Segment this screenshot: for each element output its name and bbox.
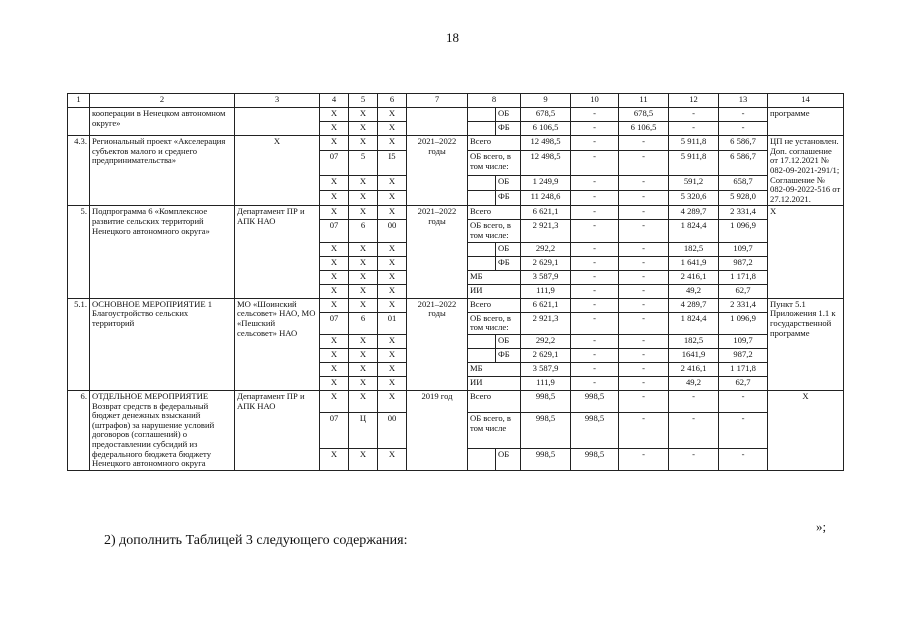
table-cell: X (378, 136, 407, 151)
executor: МО «Шоинский сельсовет» НАО, МО «Пешский сельсовет» НАО (235, 298, 320, 390)
funding-source: Всего (468, 298, 521, 312)
note: ЦП не установлен. Доп. соглашение от 17.12.2021 № 082-09-2021-291/1; Соглашение № 082-09-2022-516 от 27.12.2021. (768, 136, 844, 206)
item-name: ОСНОВНОЕ МЕРОПРИЯТИЕ 1 Благоустройство сельских территорий (90, 298, 235, 390)
funding-source: ОБ (496, 242, 521, 256)
funding-source: МБ (468, 362, 521, 376)
table-cell: 07 (320, 220, 349, 242)
table-cell: 00 (378, 413, 407, 448)
value-cell: 292,2 (521, 334, 571, 348)
closing-quote: »; (816, 519, 827, 534)
funding-source: ОБ (496, 175, 521, 190)
value-cell: 109,7 (719, 334, 768, 348)
value-cell: 2 629,1 (521, 256, 571, 270)
value-cell: - (669, 390, 719, 412)
value-cell: 5 928,0 (719, 191, 768, 206)
funding-source: ФБ (496, 256, 521, 270)
table-cell: X (378, 298, 407, 312)
table-cell: 07 (320, 413, 349, 448)
value-cell: 2 331,4 (719, 298, 768, 312)
table-row (68, 206, 844, 220)
table-cell-indent (468, 191, 496, 206)
value-cell: - (619, 413, 669, 448)
table-cell: X (349, 256, 378, 270)
table-row (68, 298, 844, 312)
value-cell: - (619, 175, 669, 190)
row-number: 4.3. (68, 136, 90, 206)
table-cell: 6 (349, 312, 378, 334)
table-cell: X (378, 334, 407, 348)
value-cell: 6 621,1 (521, 298, 571, 312)
value-cell: - (619, 151, 669, 175)
table-cell: X (349, 284, 378, 298)
value-cell: 4 289,7 (669, 206, 719, 220)
value-cell: - (571, 136, 619, 151)
item-name: Подпрограмма 6 «Комплексное развитие сельских территорий Ненецкого автономного округа» (90, 206, 235, 298)
note: Пункт 5.1 Приложения 1.1 к государственной программе (768, 298, 844, 390)
table-cell: X (378, 376, 407, 390)
value-cell: - (571, 175, 619, 190)
value-cell: 62,7 (719, 284, 768, 298)
table-cell-indent (468, 242, 496, 256)
value-cell: 2 331,4 (719, 206, 768, 220)
value-cell: - (619, 334, 669, 348)
table-cell: X (349, 376, 378, 390)
table-cell: X (349, 448, 378, 470)
value-cell: 998,5 (571, 413, 619, 448)
header-cell: 7 (407, 94, 468, 108)
value-cell: 1 824,4 (669, 312, 719, 334)
funding-source: ФБ (496, 348, 521, 362)
value-cell: 998,5 (521, 448, 571, 470)
value-cell: - (571, 334, 619, 348)
table-cell: X (320, 242, 349, 256)
table-cell: X (378, 348, 407, 362)
value-cell: 998,5 (521, 413, 571, 448)
value-cell: - (619, 136, 669, 151)
executor: Департамент ПР и АПК НАО (235, 390, 320, 470)
table-cell: X (320, 298, 349, 312)
table-cell-indent (468, 122, 496, 136)
table-cell: X (349, 390, 378, 412)
header-cell: 6 (378, 94, 407, 108)
row-number: 5.1. (68, 298, 90, 390)
header-cell: 10 (571, 94, 619, 108)
value-cell: 1 641,9 (669, 256, 719, 270)
table-row (68, 108, 844, 122)
value-cell: 678,5 (619, 108, 669, 122)
value-cell: 1641,9 (669, 348, 719, 362)
table-cell: X (320, 122, 349, 136)
table-cell: X (320, 256, 349, 270)
table-cell-indent (468, 175, 496, 190)
value-cell: - (719, 413, 768, 448)
value-cell: 5 911,8 (669, 151, 719, 175)
item-name: Региональный проект «Акселерация субъектов малого и среднего предпринимательства» (90, 136, 235, 206)
table-cell: X (349, 175, 378, 190)
table-cell: 01 (378, 312, 407, 334)
table-cell: X (349, 298, 378, 312)
table-cell: X (320, 348, 349, 362)
value-cell: - (571, 348, 619, 362)
years: 2021–2022 годы (407, 206, 468, 298)
value-cell: - (619, 362, 669, 376)
value-cell: 292,2 (521, 242, 571, 256)
value-cell: 987,2 (719, 348, 768, 362)
value-cell: - (669, 122, 719, 136)
value-cell: - (571, 376, 619, 390)
funding-source: МБ (468, 270, 521, 284)
value-cell: - (571, 270, 619, 284)
value-cell: - (619, 220, 669, 242)
header-cell: 12 (669, 94, 719, 108)
value-cell: 6 106,5 (619, 122, 669, 136)
table-cell: X (378, 362, 407, 376)
value-cell: 998,5 (521, 390, 571, 412)
funding-source: ОБ (496, 108, 521, 122)
years: 2021–2022 годы (407, 136, 468, 206)
table-cell: 00 (378, 220, 407, 242)
note: X (768, 390, 844, 470)
table-cell: X (320, 191, 349, 206)
executor (235, 108, 320, 136)
table-cell: X (349, 270, 378, 284)
header-cell: 8 (468, 94, 521, 108)
table-cell-indent (468, 256, 496, 270)
table-cell: X (378, 256, 407, 270)
value-cell: 11 248,6 (521, 191, 571, 206)
value-cell: - (571, 242, 619, 256)
table-cell: 07 (320, 312, 349, 334)
table-cell: X (320, 334, 349, 348)
table-cell: 07 (320, 151, 349, 175)
table-cell: X (349, 191, 378, 206)
value-cell: 4 289,7 (669, 298, 719, 312)
value-cell: - (619, 390, 669, 412)
value-cell: 6 586,7 (719, 151, 768, 175)
value-cell: 12 498,5 (521, 136, 571, 151)
table-cell: X (349, 108, 378, 122)
funding-source: Всего (468, 136, 521, 151)
value-cell: 3 587,9 (521, 362, 571, 376)
subsidy-table (67, 93, 844, 471)
value-cell: - (669, 108, 719, 122)
item-name: ОТДЕЛЬНОЕ МЕРОПРИЯТИЕ Возврат средств в федеральный бюджет денежных взысканий (штрафов) за нарушение условий договоров (соглашений) о предоставлении субсидий из федерального бюджета бюджету Ненецкого автономного округа (90, 390, 235, 470)
value-cell: - (719, 390, 768, 412)
header-cell: 4 (320, 94, 349, 108)
table-cell: X (320, 362, 349, 376)
table-cell: X (349, 242, 378, 256)
value-cell: 2 921,3 (521, 220, 571, 242)
footer-text: 2) дополнить Таблицей 3 следующего содержания: (104, 533, 408, 548)
value-cell: - (571, 108, 619, 122)
value-cell: 6 106,5 (521, 122, 571, 136)
value-cell: - (619, 284, 669, 298)
table-cell: Ц (349, 413, 378, 448)
value-cell: 5 320,6 (669, 191, 719, 206)
value-cell: - (669, 448, 719, 470)
table-cell-indent (468, 334, 496, 348)
note: X (768, 206, 844, 298)
table-cell: X (320, 390, 349, 412)
value-cell: - (571, 206, 619, 220)
table-cell: X (320, 284, 349, 298)
value-cell: 182,5 (669, 334, 719, 348)
value-cell: 998,5 (571, 448, 619, 470)
funding-source: ОБ всего, в том числе (468, 413, 521, 448)
funding-source: Всего (468, 390, 521, 412)
value-cell: 591,2 (669, 175, 719, 190)
header-cell: 13 (719, 94, 768, 108)
value-cell: 182,5 (669, 242, 719, 256)
table-cell-indent (468, 448, 496, 470)
value-cell: 49,2 (669, 284, 719, 298)
value-cell: 1 096,9 (719, 220, 768, 242)
executor: X (235, 136, 320, 206)
table-row (68, 136, 844, 151)
table-cell: X (378, 108, 407, 122)
table-row (68, 390, 844, 412)
funding-source: ОБ всего, в том числе: (468, 220, 521, 242)
value-cell: - (571, 151, 619, 175)
table-cell: X (320, 206, 349, 220)
value-cell: - (719, 108, 768, 122)
header-cell: 9 (521, 94, 571, 108)
value-cell: - (669, 413, 719, 448)
table-cell-indent (468, 348, 496, 362)
header-cell: 5 (349, 94, 378, 108)
value-cell: 1 096,9 (719, 312, 768, 334)
funding-source: ФБ (496, 191, 521, 206)
funding-source: ОБ всего, в том числе: (468, 151, 521, 175)
header-cell: 3 (235, 94, 320, 108)
table-cell: X (349, 136, 378, 151)
table-cell: X (378, 390, 407, 412)
value-cell: 987,2 (719, 256, 768, 270)
value-cell: - (619, 448, 669, 470)
value-cell: 3 587,9 (521, 270, 571, 284)
funding-source: ФБ (496, 122, 521, 136)
value-cell: 12 498,5 (521, 151, 571, 175)
value-cell: - (571, 122, 619, 136)
value-cell: - (719, 448, 768, 470)
row-number (68, 108, 90, 136)
value-cell: 998,5 (571, 390, 619, 412)
funding-source: ИИ (468, 376, 521, 390)
value-cell: - (619, 242, 669, 256)
years: 2019 год (407, 390, 468, 470)
table-cell: X (378, 242, 407, 256)
header-cell: 1 (68, 94, 90, 108)
header-row (68, 94, 844, 108)
row-number: 6. (68, 390, 90, 470)
value-cell: - (571, 256, 619, 270)
funding-source: ОБ (496, 334, 521, 348)
value-cell: - (571, 312, 619, 334)
table-cell: X (349, 334, 378, 348)
value-cell: - (571, 362, 619, 376)
funding-source: ОБ всего, в том числе: (468, 312, 521, 334)
funding-source: ИИ (468, 284, 521, 298)
value-cell: - (619, 298, 669, 312)
value-cell: 2 416,1 (669, 270, 719, 284)
table-cell: X (320, 136, 349, 151)
item-name: кооперации в Ненецком автономном округе» (90, 108, 235, 136)
funding-source: ОБ (496, 448, 521, 470)
value-cell: 1 249,9 (521, 175, 571, 190)
table-cell: X (378, 270, 407, 284)
table-cell: X (320, 448, 349, 470)
value-cell: 49,2 (669, 376, 719, 390)
table-cell: X (349, 206, 378, 220)
value-cell: 1 824,4 (669, 220, 719, 242)
funding-source: Всего (468, 206, 521, 220)
value-cell: 6 586,7 (719, 136, 768, 151)
value-cell: 2 629,1 (521, 348, 571, 362)
table-cell: 6 (349, 220, 378, 242)
table-cell: X (349, 348, 378, 362)
value-cell: 5 911,8 (669, 136, 719, 151)
value-cell: 658,7 (719, 175, 768, 190)
table-cell: X (320, 108, 349, 122)
value-cell: - (571, 298, 619, 312)
value-cell: 1 171,8 (719, 270, 768, 284)
value-cell: - (619, 206, 669, 220)
table-cell: I5 (378, 151, 407, 175)
value-cell: 111,9 (521, 284, 571, 298)
note: программе (768, 108, 844, 136)
years: 2021–2022 годы (407, 298, 468, 390)
table-cell: X (378, 284, 407, 298)
years (407, 108, 468, 136)
header-cell: 14 (768, 94, 844, 108)
value-cell: - (619, 348, 669, 362)
table-cell: X (378, 175, 407, 190)
value-cell: 1 171,8 (719, 362, 768, 376)
table-cell-indent (468, 108, 496, 122)
value-cell: - (619, 256, 669, 270)
table-cell: X (320, 376, 349, 390)
value-cell: 111,9 (521, 376, 571, 390)
page-number: 18 (446, 30, 459, 45)
table-cell: X (378, 122, 407, 136)
value-cell: - (571, 191, 619, 206)
value-cell: 62,7 (719, 376, 768, 390)
value-cell: - (619, 376, 669, 390)
table-cell: 5 (349, 151, 378, 175)
value-cell: 678,5 (521, 108, 571, 122)
table-cell: X (349, 362, 378, 376)
header-cell: 2 (90, 94, 235, 108)
executor: Департамент ПР и АПК НАО (235, 206, 320, 298)
table-cell: X (378, 191, 407, 206)
value-cell: - (619, 312, 669, 334)
value-cell: 2 921,3 (521, 312, 571, 334)
table-cell: X (378, 206, 407, 220)
table-cell: X (320, 270, 349, 284)
value-cell: 2 416,1 (669, 362, 719, 376)
header-cell: 11 (619, 94, 669, 108)
table-cell: X (320, 175, 349, 190)
value-cell: 109,7 (719, 242, 768, 256)
value-cell: - (719, 122, 768, 136)
value-cell: - (619, 191, 669, 206)
value-cell: - (571, 220, 619, 242)
value-cell: 6 621,1 (521, 206, 571, 220)
table-cell: X (349, 122, 378, 136)
value-cell: - (619, 270, 669, 284)
table-cell: X (378, 448, 407, 470)
row-number: 5. (68, 206, 90, 298)
value-cell: - (571, 284, 619, 298)
